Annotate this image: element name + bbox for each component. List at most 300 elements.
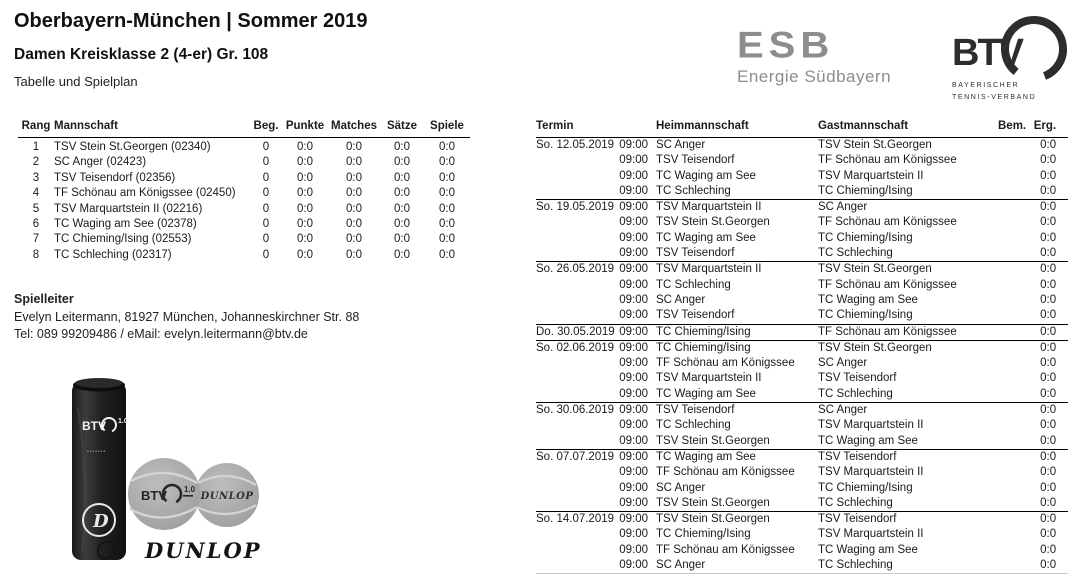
- date-cell: So. 07.07.2019: [536, 450, 615, 463]
- guest-team-cell: SC Anger: [818, 357, 868, 370]
- schedule-block: [536, 262, 1068, 324]
- date-cell: [536, 465, 616, 480]
- erg-cell: 0:0: [1040, 496, 1057, 509]
- tube-small-print: •••••••: [87, 449, 107, 455]
- home-team-cell: TF Schönau am Königssee: [656, 466, 795, 479]
- schedule-row: [536, 246, 1068, 262]
- schedule-row: [536, 293, 1068, 308]
- btv-ball-swoosh-icon: [993, 8, 1070, 89]
- esb-wordmark: ESB: [737, 25, 835, 66]
- spielleiter-block: [14, 291, 359, 344]
- date-cell: [536, 184, 616, 200]
- schedule-row: [536, 231, 1068, 246]
- rank-cell: 6: [32, 218, 40, 231]
- bem-cell: [998, 449, 1032, 465]
- standings-row: [18, 155, 470, 170]
- standings-row: [18, 202, 470, 217]
- date-cell: So. 19.05.2019: [536, 201, 615, 214]
- guest-team-cell: TSV Teisendorf: [818, 372, 897, 385]
- guest-team-cell: TSV Marquartstein II: [818, 528, 924, 541]
- home-team-cell: TSV Teisendorf: [656, 247, 735, 260]
- ball-dunlop-label: DUNLOP: [200, 491, 254, 502]
- schedule-row: [536, 324, 1068, 340]
- date-cell: So. 12.05.2019: [536, 139, 615, 151]
- guest-team-cell: TSV Stein St.Georgen: [818, 263, 932, 276]
- date-cell: [536, 278, 616, 293]
- tennis-ball-btv: [128, 458, 200, 530]
- bem-cell: [998, 496, 1032, 512]
- erg-cell: 0:0: [1040, 450, 1057, 463]
- date-cell: [536, 496, 616, 512]
- col-punkte: Punkte: [282, 120, 328, 138]
- time-cell: 09:00: [619, 293, 648, 306]
- date-cell: [536, 543, 616, 558]
- guest-team-cell: TSV Stein St.Georgen: [818, 139, 932, 151]
- spiele-cell: 0:0: [439, 248, 455, 261]
- punkte-cell: 0:0: [297, 187, 313, 200]
- team-cell: TC Schleching (02317): [54, 248, 172, 261]
- bem-cell: [998, 200, 1032, 216]
- matches-cell: 0:0: [346, 202, 362, 215]
- tube-btv-label: BTV: [82, 419, 106, 433]
- btv-caption-line2: TENNIS-VERBAND: [952, 94, 1037, 101]
- bem-cell: [998, 481, 1032, 496]
- matches-cell: 0:0: [346, 187, 362, 200]
- rank-cell: 5: [32, 202, 40, 215]
- bem-cell: [998, 356, 1032, 371]
- bem-cell: [998, 293, 1032, 308]
- schedule-row: [536, 481, 1068, 496]
- punkte-cell: 0:0: [297, 218, 313, 231]
- col-termin: Termin: [536, 120, 648, 138]
- guest-team-cell: TSV Marquartstein II: [818, 419, 924, 432]
- standings-row: [18, 248, 470, 263]
- erg-cell: 0:0: [1040, 543, 1057, 556]
- standings-row: [18, 232, 470, 247]
- team-cell: TSV Stein St.Georgen (02340): [54, 141, 211, 153]
- guest-team-cell: TC Chieming/Ising: [818, 309, 913, 322]
- time-cell: 09:00: [619, 404, 648, 417]
- bem-cell: [998, 262, 1032, 278]
- saetze-cell: 0:0: [394, 156, 410, 169]
- bem-cell: [998, 371, 1032, 386]
- bem-cell: [998, 246, 1032, 262]
- date-cell: [536, 231, 616, 246]
- guest-team-cell: SC Anger: [818, 201, 868, 214]
- schedule-block: [536, 200, 1068, 262]
- home-team-cell: SC Anger: [656, 559, 706, 572]
- home-team-cell: TC Schleching: [656, 419, 731, 432]
- home-team-cell: TSV Teisendorf: [656, 404, 735, 417]
- erg-cell: 0:0: [1040, 139, 1057, 151]
- team-cell: SC Anger (02423): [54, 156, 147, 169]
- erg-cell: 0:0: [1040, 263, 1057, 276]
- home-team-cell: TC Schleching: [656, 184, 731, 197]
- home-team-cell: TC Waging am See: [656, 169, 756, 182]
- erg-cell: 0:0: [1040, 419, 1057, 432]
- matches-cell: 0:0: [346, 233, 362, 246]
- date-cell: So. 26.05.2019: [536, 263, 615, 276]
- col-saetze: Sätze: [380, 120, 424, 138]
- erg-cell: 0:0: [1040, 325, 1057, 338]
- dunlop-label: DUNLOP: [145, 538, 262, 563]
- rank-cell: 3: [32, 171, 40, 184]
- home-team-cell: TSV Stein St.Georgen: [656, 513, 770, 526]
- matches-cell: 0:0: [346, 171, 362, 184]
- saetze-cell: 0:0: [394, 248, 410, 261]
- time-cell: 09:00: [619, 169, 648, 182]
- col-matches: Matches: [328, 120, 380, 138]
- home-team-cell: TSV Teisendorf: [656, 154, 735, 167]
- ball-btv-label: BTV: [141, 488, 167, 503]
- guest-team-cell: TC Waging am See: [818, 293, 918, 306]
- guest-team-cell: TC Waging am See: [818, 434, 918, 447]
- date-cell: So. 02.06.2019: [536, 341, 615, 354]
- home-team-cell: TC Waging am See: [656, 231, 756, 244]
- beg-cell: 0: [262, 141, 270, 153]
- erg-cell: 0:0: [1040, 372, 1057, 385]
- col-gastmannschaft: Gastmannschaft: [818, 120, 998, 138]
- bem-cell: [998, 324, 1032, 340]
- punkte-cell: 0:0: [297, 156, 313, 169]
- erg-cell: 0:0: [1040, 184, 1057, 197]
- schedule-row: [536, 387, 1068, 403]
- date-cell: [536, 371, 616, 386]
- erg-cell: 0:0: [1040, 293, 1057, 306]
- home-team-cell: TSV Marquartstein II: [656, 372, 762, 385]
- beg-cell: 0: [262, 187, 270, 200]
- spielleiter-address: Evelyn Leitermann, 81927 München, Johanneskirchner Str. 88: [14, 309, 360, 324]
- bem-cell: [998, 215, 1032, 230]
- schedule-row: [536, 169, 1068, 184]
- erg-cell: 0:0: [1040, 231, 1057, 244]
- date-cell: So. 30.06.2019: [536, 404, 615, 417]
- schedule-block: [536, 324, 1068, 340]
- guest-team-cell: TC Schleching: [818, 247, 893, 260]
- date-cell: [536, 434, 616, 450]
- schedule-row: [536, 403, 1068, 419]
- schedule-row: [536, 262, 1068, 278]
- home-team-cell: TSV Marquartstein II: [656, 263, 762, 276]
- time-cell: 09:00: [619, 372, 648, 385]
- bem-cell: [998, 340, 1032, 356]
- home-team-cell: SC Anger: [656, 481, 706, 494]
- guest-team-cell: TC Chieming/Ising: [818, 231, 913, 244]
- bem-cell: [998, 403, 1032, 419]
- guest-team-cell: TF Schönau am Königssee: [818, 325, 957, 338]
- time-cell: 09:00: [619, 231, 648, 244]
- guest-team-cell: TF Schönau am Königssee: [818, 216, 957, 229]
- beg-cell: 0: [262, 171, 270, 184]
- time-cell: 09:00: [619, 263, 648, 276]
- erg-cell: 0:0: [1040, 357, 1057, 370]
- date-cell: [536, 293, 616, 308]
- bem-cell: [998, 138, 1032, 154]
- home-team-cell: TC Chieming/Ising: [656, 528, 751, 541]
- matches-cell: 0:0: [346, 218, 362, 231]
- team-cell: TC Waging am See (02378): [54, 218, 197, 231]
- beg-cell: 0: [262, 233, 270, 246]
- erg-cell: 0:0: [1040, 528, 1057, 541]
- time-cell: 09:00: [619, 419, 648, 432]
- date-cell: [536, 527, 616, 542]
- bem-cell: [998, 418, 1032, 433]
- home-team-cell: TSV Stein St.Georgen: [656, 496, 770, 509]
- schedule-row: [536, 278, 1068, 293]
- schedule-row: [536, 527, 1068, 542]
- erg-cell: 0:0: [1040, 559, 1057, 572]
- esb-logo: [737, 25, 892, 87]
- home-team-cell: TSV Marquartstein II: [656, 201, 762, 214]
- erg-cell: 0:0: [1040, 341, 1057, 354]
- tube-dunlop-d: D: [93, 511, 109, 532]
- home-team-cell: TF Schönau am Königssee: [656, 543, 795, 556]
- guest-team-cell: TF Schönau am Königssee: [818, 154, 957, 167]
- schedule-row: [536, 184, 1068, 200]
- col-heimmannschaft: Heimmannschaft: [648, 120, 818, 138]
- bem-cell: [998, 543, 1032, 558]
- col-spiele: Spiele: [424, 120, 470, 138]
- saetze-cell: 0:0: [394, 141, 410, 153]
- time-cell: 09:00: [619, 201, 648, 214]
- punkte-cell: 0:0: [297, 141, 313, 153]
- schedule-row: [536, 558, 1068, 574]
- page-subtitle: Damen Kreisklasse 2 (4-er) Gr. 108: [14, 46, 269, 63]
- schedule-block: [536, 340, 1068, 402]
- bem-cell: [998, 184, 1032, 200]
- standings-header-row: [18, 120, 470, 138]
- schedule-row: [536, 543, 1068, 558]
- report-header: [14, 10, 368, 89]
- matches-cell: 0:0: [346, 156, 362, 169]
- guest-team-cell: SC Anger: [818, 404, 868, 417]
- erg-cell: 0:0: [1040, 309, 1057, 322]
- schedule-row: [536, 496, 1068, 512]
- standings-body: [18, 138, 470, 264]
- bem-cell: [998, 278, 1032, 293]
- bem-cell: [998, 465, 1032, 480]
- btv-logo: [946, 8, 1070, 102]
- home-team-cell: TC Chieming/Ising: [656, 341, 751, 354]
- beg-cell: 0: [262, 248, 270, 261]
- saetze-cell: 0:0: [394, 202, 410, 215]
- saetze-cell: 0:0: [394, 187, 410, 200]
- guest-team-cell: TC Schleching: [818, 496, 893, 509]
- tennis-ball-dunlop: [195, 463, 259, 527]
- btv-wordmark: BTV: [952, 32, 1022, 74]
- home-team-cell: TSV Stein St.Georgen: [656, 216, 770, 229]
- team-cell: TSV Teisendorf (02356): [54, 171, 176, 184]
- time-cell: 09:00: [619, 325, 648, 338]
- time-cell: 09:00: [619, 450, 648, 463]
- schedule-row: [536, 340, 1068, 356]
- date-cell: [536, 387, 616, 403]
- dunlop-promo-image: [60, 368, 278, 572]
- ball-tube: [72, 378, 128, 560]
- erg-cell: 0:0: [1040, 278, 1057, 291]
- date-cell: [536, 481, 616, 496]
- schedule-row: [536, 138, 1068, 154]
- guest-team-cell: TC Schleching: [818, 559, 893, 572]
- col-beg: Beg.: [250, 120, 282, 138]
- erg-cell: 0:0: [1040, 247, 1057, 260]
- time-cell: 09:00: [619, 559, 648, 572]
- rank-cell: 4: [32, 187, 40, 200]
- erg-cell: 0:0: [1040, 169, 1057, 182]
- time-cell: 09:00: [619, 357, 648, 370]
- schedule-row: [536, 153, 1068, 168]
- dunlop-flying-d-letter: D: [113, 545, 123, 558]
- schedule-block: [536, 512, 1068, 574]
- matches-cell: 0:0: [346, 141, 362, 153]
- bem-cell: [998, 231, 1032, 246]
- spiele-cell: 0:0: [439, 141, 455, 153]
- schedule-row: [536, 308, 1068, 324]
- erg-cell: 0:0: [1040, 201, 1057, 214]
- home-team-cell: TC Schleching: [656, 278, 731, 291]
- col-erg: Erg.: [1032, 120, 1068, 138]
- spiele-cell: 0:0: [439, 171, 455, 184]
- time-cell: 09:00: [619, 466, 648, 479]
- team-cell: TSV Marquartstein II (02216): [54, 202, 203, 215]
- home-team-cell: TF Schönau am Königssee: [656, 357, 795, 370]
- home-team-cell: TSV Teisendorf: [656, 309, 735, 322]
- time-cell: 09:00: [619, 278, 648, 291]
- guest-team-cell: TSV Teisendorf: [818, 450, 897, 463]
- bem-cell: [998, 387, 1032, 403]
- date-cell: [536, 246, 616, 262]
- date-cell: Do. 30.05.2019: [536, 325, 615, 338]
- spiele-cell: 0:0: [439, 202, 455, 215]
- standings-row: [18, 186, 470, 201]
- erg-cell: 0:0: [1040, 216, 1057, 229]
- spiele-cell: 0:0: [439, 156, 455, 169]
- time-cell: 09:00: [619, 496, 648, 509]
- schedule-table: [536, 120, 1068, 574]
- erg-cell: 0:0: [1040, 481, 1057, 494]
- bem-cell: [998, 169, 1032, 184]
- time-cell: 09:00: [619, 434, 648, 447]
- schedule-block: [536, 403, 1068, 450]
- col-mannschaft: Mannschaft: [54, 120, 250, 138]
- erg-cell: 0:0: [1040, 513, 1057, 526]
- date-cell: [536, 418, 616, 433]
- date-cell: [536, 169, 616, 184]
- tube-version-label: 1.0: [118, 418, 128, 425]
- schedule-row: [536, 512, 1068, 528]
- punkte-cell: 0:0: [297, 248, 313, 261]
- erg-cell: 0:0: [1040, 387, 1057, 400]
- schedule-row: [536, 418, 1068, 433]
- schedule-block: [536, 138, 1068, 200]
- time-cell: 09:00: [619, 387, 648, 400]
- bem-cell: [998, 434, 1032, 450]
- ball-version-label: 1.0: [184, 485, 196, 494]
- saetze-cell: 0:0: [394, 171, 410, 184]
- col-bem: Bem.: [998, 120, 1032, 138]
- bem-cell: [998, 308, 1032, 324]
- guest-team-cell: TSV Stein St.Georgen: [818, 341, 932, 354]
- rank-cell: 7: [32, 233, 40, 246]
- date-cell: [536, 215, 616, 230]
- time-cell: 09:00: [619, 154, 648, 167]
- spiele-cell: 0:0: [439, 233, 455, 246]
- guest-team-cell: TSV Marquartstein II: [818, 466, 924, 479]
- col-rang: Rang: [18, 120, 54, 138]
- punkte-cell: 0:0: [297, 233, 313, 246]
- home-team-cell: TC Chieming/Ising: [656, 325, 751, 338]
- spiele-cell: 0:0: [439, 187, 455, 200]
- schedule-row: [536, 356, 1068, 371]
- rank-cell: 1: [32, 141, 40, 153]
- guest-team-cell: TSV Marquartstein II: [818, 169, 924, 182]
- spiele-cell: 0:0: [439, 218, 455, 231]
- saetze-cell: 0:0: [394, 233, 410, 246]
- punkte-cell: 0:0: [297, 171, 313, 184]
- date-cell: So. 14.07.2019: [536, 513, 615, 526]
- home-team-cell: TC Waging am See: [656, 450, 756, 463]
- standings-row: [18, 171, 470, 186]
- time-cell: 09:00: [619, 513, 648, 526]
- page-caption: Tabelle und Spielplan: [14, 74, 138, 89]
- time-cell: 09:00: [619, 528, 648, 541]
- time-cell: 09:00: [619, 543, 648, 556]
- team-cell: TC Chieming/Ising (02553): [54, 233, 192, 246]
- schedule-block: [536, 449, 1068, 511]
- time-cell: 09:00: [619, 216, 648, 229]
- spielleiter-heading: Spielleiter: [14, 292, 74, 306]
- time-cell: 09:00: [619, 341, 648, 354]
- date-cell: [536, 308, 616, 324]
- erg-cell: 0:0: [1040, 154, 1057, 167]
- schedule-row: [536, 434, 1068, 450]
- guest-team-cell: TC Chieming/Ising: [818, 481, 913, 494]
- erg-cell: 0:0: [1040, 404, 1057, 417]
- team-cell: TF Schönau am Königssee (02450): [54, 187, 236, 200]
- time-cell: 09:00: [619, 139, 648, 151]
- home-team-cell: TSV Stein St.Georgen: [656, 434, 770, 447]
- standings-table: [18, 120, 470, 263]
- bem-cell: [998, 512, 1032, 528]
- punkte-cell: 0:0: [297, 202, 313, 215]
- time-cell: 09:00: [619, 247, 648, 260]
- date-cell: [536, 153, 616, 168]
- rank-cell: 2: [32, 156, 40, 169]
- home-team-cell: SC Anger: [656, 293, 706, 306]
- time-cell: 09:00: [619, 309, 648, 322]
- beg-cell: 0: [262, 202, 270, 215]
- guest-team-cell: TC Waging am See: [818, 543, 918, 556]
- bem-cell: [998, 558, 1032, 574]
- beg-cell: 0: [262, 156, 270, 169]
- matches-cell: 0:0: [346, 248, 362, 261]
- time-cell: 09:00: [619, 184, 648, 197]
- date-cell: [536, 558, 616, 574]
- schedule-row: [536, 200, 1068, 216]
- btv-caption-line1: BAYERISCHER: [952, 82, 1020, 89]
- bem-cell: [998, 527, 1032, 542]
- guest-team-cell: TC Schleching: [818, 387, 893, 400]
- standings-row: [18, 138, 470, 156]
- schedule-row: [536, 215, 1068, 230]
- date-cell: [536, 356, 616, 371]
- home-team-cell: TC Waging am See: [656, 387, 756, 400]
- beg-cell: 0: [262, 218, 270, 231]
- rank-cell: 8: [32, 248, 40, 261]
- guest-team-cell: TC Chieming/Ising: [818, 184, 913, 197]
- schedule-row: [536, 449, 1068, 465]
- page-title: Oberbayern-München | Sommer 2019: [14, 10, 368, 32]
